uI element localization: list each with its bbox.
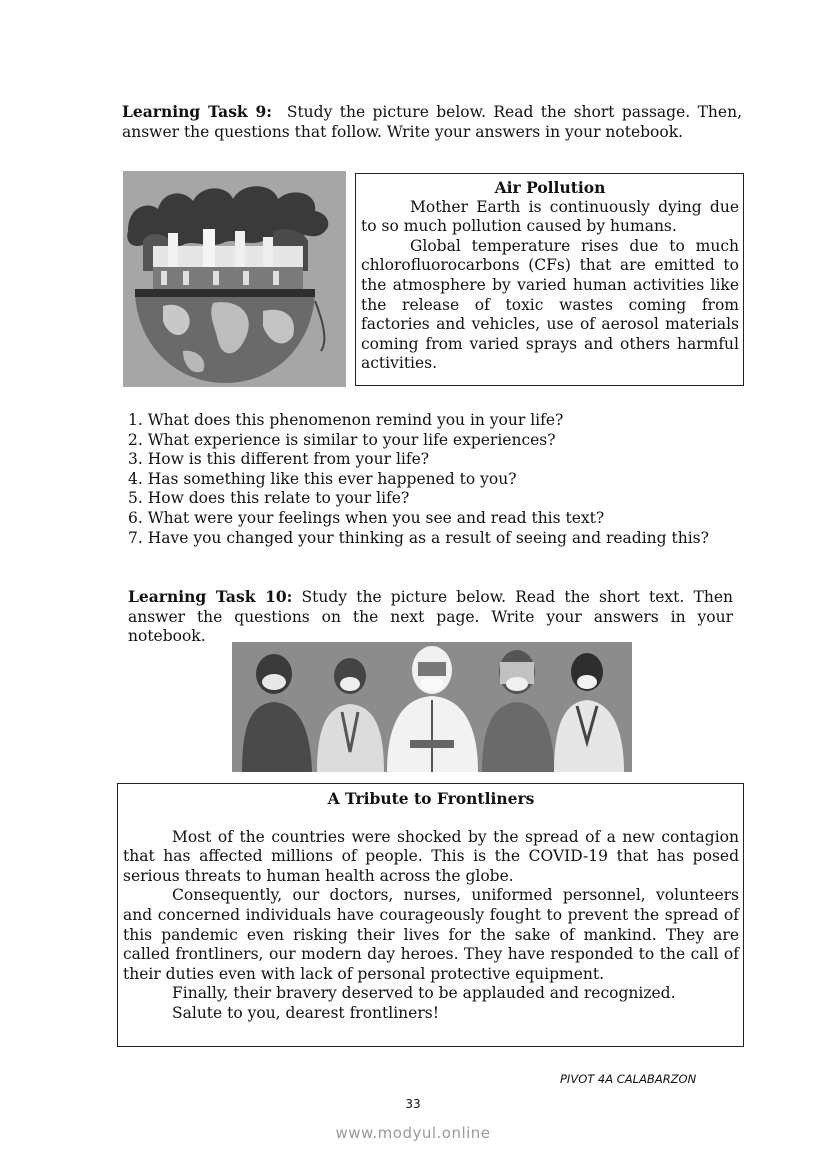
frontliners-image: [232, 642, 632, 772]
question-item: 3. How is this different from your life?: [128, 450, 430, 469]
watermark: www.modyul.online: [335, 1124, 491, 1142]
frontliners-paragraph-3: Finally, their bravery deserved to be applauded and recognized.: [172, 984, 676, 1003]
task-10-text: Study the picture below. Read the short text. Then answer the questions on the next page. Write your answers in your notebook.: [128, 588, 733, 646]
question-item: 1. What does this phenomenon remind you in your life?: [128, 411, 564, 429]
question-item: 2. What experience is similar to your life experiences?: [128, 430, 556, 449]
question-item: 7. Have you changed your thinking as a result of seeing and reading this?: [128, 528, 709, 547]
frontliners-paragraph-4: Salute to you, dearest frontliners!: [172, 1003, 439, 1022]
page-number: 33: [405, 1097, 421, 1111]
question-item: 4. Has something like this ever happened to you?: [128, 469, 517, 488]
frontliners-title: A Tribute to Frontliners: [327, 789, 535, 808]
air-pollution-paragraph-2: Global temperature rises due to much chlorofluorocarbons (CFs) that are emitted to the atmosphere by varied human activities like the release of toxic wastes coming from factories and vehicles, use of aerosol materials coming from varied sprays and others harmful activities.: [361, 236, 739, 373]
learning-task-9-instruction: [122, 102, 742, 142]
footer-brand: PIVOT 4A CALABARZON: [560, 1072, 697, 1086]
task-9-text: Study the picture below. Read the short passage. Then, answer the questions that follow. Write your answers in your notebook.: [122, 103, 742, 141]
air-pollution-passage-box: [355, 173, 744, 386]
question-item: 5. How does this relate to your life?: [128, 489, 410, 508]
task-9-label: Learning Task 9:: [122, 102, 273, 121]
air-pollution-image: [123, 171, 346, 387]
air-pollution-paragraph-1: Mother Earth is continuously dying due to so much pollution caused by humans.: [361, 197, 739, 236]
frontliners-paragraph-1: Most of the countries were shocked by the spread of a new contagion that has affected millions of people. This is the COVID-19 that has posed serious threats to human health across the globe.: [123, 827, 739, 885]
air-pollution-title: Air Pollution: [494, 178, 606, 197]
health-workers-illustration: [232, 642, 632, 772]
task-10-label: Learning Task 10:: [128, 587, 293, 606]
question-item: 6. What were your feelings when you see and read this text?: [128, 508, 605, 527]
polluted-earth-illustration: [123, 171, 346, 387]
frontliners-text-box: [117, 783, 744, 1047]
task-9-questions: [128, 411, 748, 548]
frontliners-paragraph-2: Consequently, our doctors, nurses, uniformed personnel, volunteers and concerned individuals have courageously fought to prevent the spread of this pandemic even risking their lives for the sake of mankind. They are called frontliners, our modern day heroes. They have responded to the call of their duties even with lack of personal protective equipment.: [123, 886, 739, 983]
learning-task-10-instruction: [128, 587, 733, 647]
